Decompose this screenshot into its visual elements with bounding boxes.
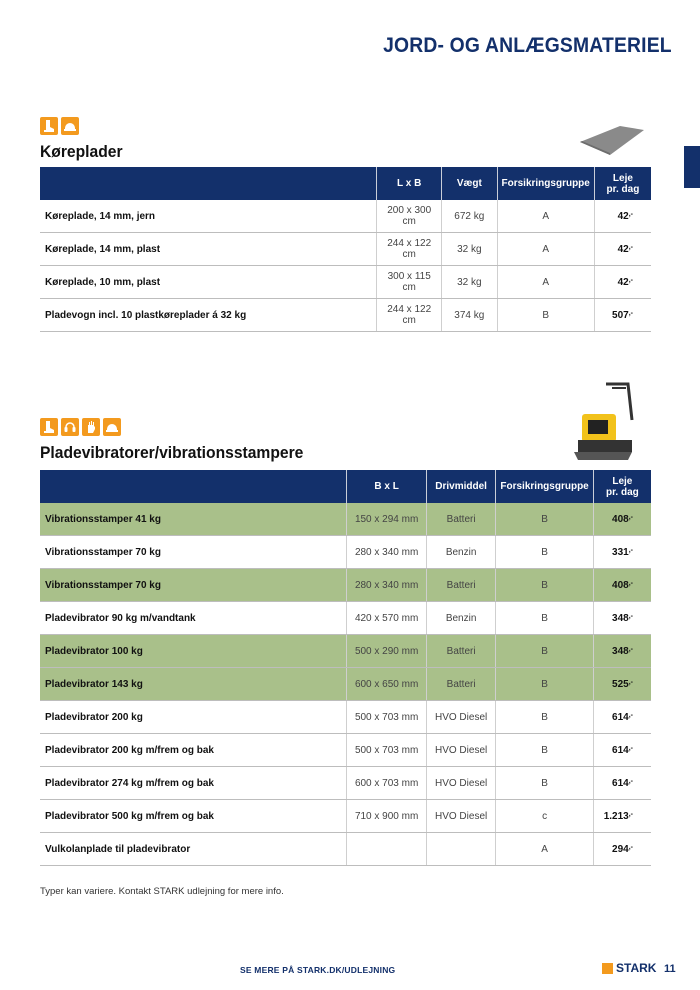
cell-group: B <box>496 767 593 800</box>
product-name: Pladevibrator 500 kg m/frem og bak <box>40 800 347 833</box>
price-value: 408 <box>612 513 629 525</box>
price-per-day <box>594 299 651 332</box>
price-value: 614 <box>612 711 629 723</box>
price-value: 348 <box>612 645 629 657</box>
cell-dim: 600 x 650 mm <box>347 668 426 701</box>
ear-protection-icon <box>61 418 79 436</box>
cell-fuel: Batteri <box>426 569 496 602</box>
table-row <box>40 668 651 701</box>
col-header-price: Leje pr. dag <box>594 167 651 200</box>
product-name: Vibrationsstamper 70 kg <box>40 536 347 569</box>
cell-fuel: Benzin <box>426 536 496 569</box>
table-row <box>40 767 651 800</box>
cell-fuel: Batteri <box>426 503 496 536</box>
price-suffix: ,- <box>628 612 633 620</box>
price-per-day <box>593 668 651 701</box>
table-row <box>40 800 651 833</box>
table-row <box>40 569 651 602</box>
product-name: Pladevibrator 90 kg m/vandtank <box>40 602 347 635</box>
product-name: Vibrationsstamper 70 kg <box>40 569 347 602</box>
helmet-icon <box>61 117 79 135</box>
cell-dim: 420 x 570 mm <box>347 602 426 635</box>
footnote: Typer kan variere. Kontakt STARK udlejning for mere info. <box>40 886 284 897</box>
price-value: 507 <box>612 309 629 321</box>
cell-group: A <box>497 233 594 266</box>
cell-dim: 244 x 122 cm <box>377 233 442 266</box>
price-value: 42 <box>617 276 629 288</box>
price-value: 348 <box>612 612 629 624</box>
product-name: Køreplade, 14 mm, jern <box>40 200 377 233</box>
price-value: 614 <box>612 744 629 756</box>
col-header-dim: B x L <box>347 470 426 503</box>
price-suffix: ,- <box>628 678 633 686</box>
cell-group: A <box>497 200 594 233</box>
price-per-day <box>593 602 651 635</box>
col-header-group: Forsikringsgruppe <box>497 167 594 200</box>
price-per-day <box>594 233 651 266</box>
ppe-icons-vibratorer <box>40 418 121 436</box>
cell-fuel: HVO Diesel <box>426 701 496 734</box>
stark-logo-icon <box>602 963 613 974</box>
cell-fuel: Batteri <box>426 668 496 701</box>
cell-fuel: Batteri <box>426 635 496 668</box>
cell-dim: 280 x 340 mm <box>347 569 426 602</box>
glove-icon <box>82 418 100 436</box>
col-header-fuel: Drivmiddel <box>426 470 496 503</box>
cell-fuel: HVO Diesel <box>426 800 496 833</box>
price-suffix: ,- <box>628 276 633 284</box>
cell-group: A <box>496 833 593 866</box>
price-per-day <box>593 800 651 833</box>
cell-dim: 710 x 900 mm <box>347 800 426 833</box>
table-row <box>40 635 651 668</box>
road-plate-image <box>580 124 646 156</box>
product-name: Pladevibrator 200 kg m/frem og bak <box>40 734 347 767</box>
price-value: 614 <box>612 777 629 789</box>
cell-dim: 280 x 340 mm <box>347 536 426 569</box>
cell-group: B <box>496 635 593 668</box>
price-per-day <box>593 635 651 668</box>
price-value: 331 <box>612 546 629 558</box>
price-per-day <box>593 833 651 866</box>
cell-group: B <box>496 734 593 767</box>
stark-logo-text: STARK <box>616 961 657 975</box>
table-row <box>40 602 651 635</box>
koreplader-table <box>40 167 651 332</box>
safety-boot-icon <box>40 117 58 135</box>
price-per-day <box>593 569 651 602</box>
table-row <box>40 701 651 734</box>
section-tab-marker <box>684 146 700 188</box>
stark-logo <box>602 961 656 975</box>
cell-group: B <box>496 668 593 701</box>
page-title: JORD- OG ANLÆGSMATERIEL <box>383 34 672 57</box>
cell-group: B <box>496 503 593 536</box>
col-header-name <box>40 167 377 200</box>
price-per-day <box>593 734 651 767</box>
price-suffix: ,- <box>628 579 633 587</box>
vibratorer-table <box>40 470 651 866</box>
cell-dim: 500 x 703 mm <box>347 734 426 767</box>
cell-dim: 244 x 122 cm <box>377 299 442 332</box>
price-per-day <box>594 266 651 299</box>
section-title-koreplader: Køreplader <box>40 142 123 161</box>
product-name: Vibrationsstamper 41 kg <box>40 503 347 536</box>
table-row <box>40 266 651 299</box>
col-header-group: Forsikringsgruppe <box>496 470 593 503</box>
price-value: 525 <box>612 678 629 690</box>
safety-boot-icon <box>40 418 58 436</box>
price-suffix: ,- <box>628 546 633 554</box>
cell-weight: 32 kg <box>442 233 497 266</box>
table-row <box>40 299 651 332</box>
col-header-weight: Vægt <box>442 167 497 200</box>
cell-group: B <box>497 299 594 332</box>
price-per-day <box>593 536 651 569</box>
price-suffix: ,- <box>628 711 633 719</box>
price-suffix: ,- <box>628 777 633 785</box>
price-suffix: ,- <box>628 645 633 653</box>
product-name: Køreplade, 14 mm, plast <box>40 233 377 266</box>
product-name: Køreplade, 10 mm, plast <box>40 266 377 299</box>
cell-dim: 600 x 703 mm <box>347 767 426 800</box>
table-row <box>40 233 651 266</box>
price-suffix: ,- <box>628 309 633 317</box>
cell-weight: 32 kg <box>442 266 497 299</box>
col-header-dim: L x B <box>377 167 442 200</box>
table-header <box>40 167 651 200</box>
cell-weight: 672 kg <box>442 200 497 233</box>
price-value: 1.213 <box>603 810 629 822</box>
cell-group: B <box>496 602 593 635</box>
price-value: 294 <box>612 843 629 855</box>
cell-fuel: HVO Diesel <box>426 734 496 767</box>
table-row <box>40 503 651 536</box>
price-value: 42 <box>617 243 629 255</box>
cell-fuel: HVO Diesel <box>426 767 496 800</box>
cell-weight: 374 kg <box>442 299 497 332</box>
product-name: Pladevibrator 100 kg <box>40 635 347 668</box>
table-header <box>40 470 651 503</box>
product-name: Pladevibrator 274 kg m/frem og bak <box>40 767 347 800</box>
cell-group: B <box>496 536 593 569</box>
table-row <box>40 200 651 233</box>
product-name: Pladevibrator 200 kg <box>40 701 347 734</box>
ppe-icons-koreplader <box>40 117 79 135</box>
product-name: Vulkolanplade til pladevibrator <box>40 833 347 866</box>
price-per-day <box>593 503 651 536</box>
helmet-icon <box>103 418 121 436</box>
table-row <box>40 833 651 866</box>
table-row <box>40 536 651 569</box>
price-suffix: ,- <box>628 843 633 851</box>
plate-compactor-image <box>566 380 638 466</box>
col-header-name <box>40 470 347 503</box>
cell-group: A <box>497 266 594 299</box>
page-number: 11 <box>664 963 676 975</box>
cell-dim: 500 x 703 mm <box>347 701 426 734</box>
cell-dim: 300 x 115 cm <box>377 266 442 299</box>
cell-group: c <box>496 800 593 833</box>
table-row <box>40 734 651 767</box>
price-suffix: ,- <box>628 810 633 818</box>
cell-fuel <box>426 833 496 866</box>
cell-dim: 500 x 290 mm <box>347 635 426 668</box>
cell-group: B <box>496 569 593 602</box>
price-suffix: ,- <box>628 243 633 251</box>
cell-dim: 200 x 300 cm <box>377 200 442 233</box>
cell-fuel: Benzin <box>426 602 496 635</box>
price-suffix: ,- <box>628 744 633 752</box>
price-value: 408 <box>612 579 629 591</box>
price-value: 42 <box>617 210 629 222</box>
product-name: Pladevibrator 143 kg <box>40 668 347 701</box>
price-per-day <box>593 767 651 800</box>
col-header-price: Leje pr. dag <box>593 470 651 503</box>
cell-dim <box>347 833 426 866</box>
price-suffix: ,- <box>628 210 633 218</box>
footer-link[interactable]: SE MERE PÅ STARK.DK/UDLEJNING <box>240 965 396 975</box>
cell-group: B <box>496 701 593 734</box>
section-title-vibratorer: Pladevibratorer/vibrationsstampere <box>40 443 304 462</box>
product-name: Pladevogn incl. 10 plastkøreplader á 32 kg <box>40 299 377 332</box>
price-suffix: ,- <box>628 513 633 521</box>
cell-dim: 150 x 294 mm <box>347 503 426 536</box>
price-per-day <box>593 701 651 734</box>
price-per-day <box>594 200 651 233</box>
